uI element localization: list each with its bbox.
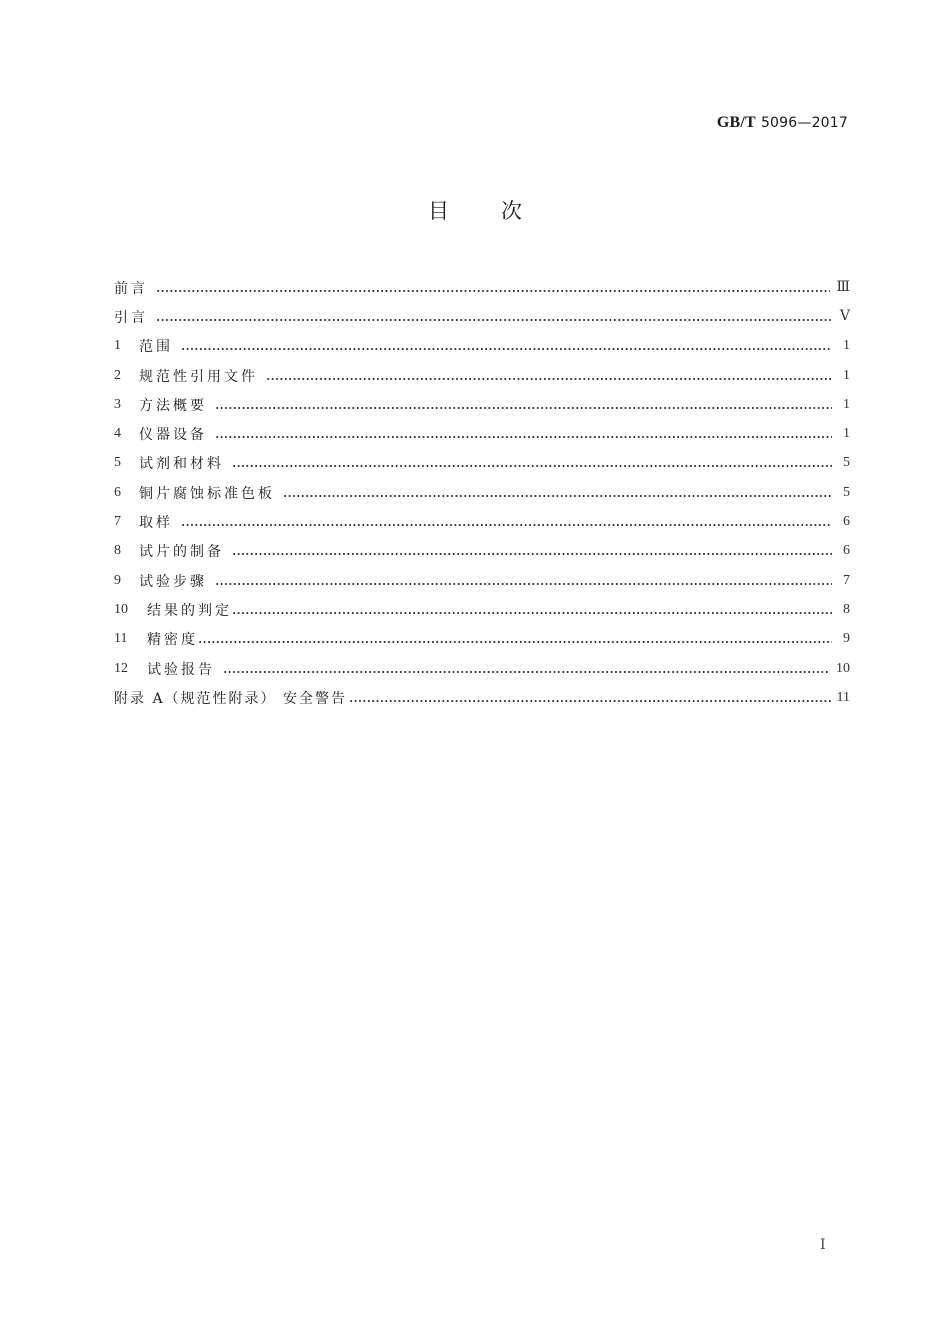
standard-prefix: GB/T — [716, 114, 756, 131]
toc-entry-label: 前言 — [114, 280, 148, 297]
toc-entry-page: 5 — [843, 484, 850, 500]
page-title — [0, 195, 950, 225]
toc-entry-label: 结果的判定 — [147, 602, 232, 619]
toc-entry-page: 7 — [843, 572, 850, 588]
toc-entry-label: 范围 — [139, 339, 173, 356]
toc-entry-page: 11 — [836, 689, 850, 705]
toc-entry-page: Ⅲ — [836, 280, 850, 296]
dot-leader — [232, 603, 832, 617]
toc-entry-number: 6 — [114, 484, 121, 500]
toc-entry-11[interactable] — [114, 625, 850, 654]
dot-leader — [198, 632, 832, 646]
toc-entry-number: 2 — [114, 367, 121, 383]
toc-entry-number: 4 — [114, 426, 121, 442]
toc-entry-1[interactable] — [114, 332, 850, 361]
standard-number: 5096—2017 — [760, 115, 848, 131]
page-number: Ⅰ — [820, 1238, 826, 1253]
toc-entry-5[interactable] — [114, 449, 850, 478]
toc-entry-3[interactable] — [114, 390, 850, 419]
toc-entry-number: 7 — [114, 514, 121, 530]
dot-leader — [156, 310, 832, 324]
toc-entry-page: 1 — [843, 396, 850, 412]
dot-leader — [223, 662, 830, 676]
toc-entry-label: 取样 — [139, 515, 173, 532]
toc-entry-introduction[interactable] — [114, 302, 850, 331]
toc-entry-page: 8 — [843, 601, 850, 617]
toc-entry-9[interactable] — [114, 566, 850, 595]
toc-entry-number: 9 — [114, 572, 121, 588]
toc-entry-page: Ⅴ — [839, 309, 850, 325]
toc-entry-label: 试剂和材料 — [139, 456, 224, 473]
page-title-char-1: 目 — [428, 199, 449, 223]
toc-entry-12[interactable] — [114, 654, 850, 683]
dot-leader — [215, 574, 832, 588]
toc-entry-7[interactable] — [114, 507, 850, 536]
toc-entry-label: 试验报告 — [147, 661, 215, 678]
toc-entry-number: 12 — [114, 660, 128, 676]
toc-entry-10[interactable] — [114, 595, 850, 624]
toc-entry-label: 方法概要 — [139, 397, 207, 414]
toc-entry-label: 精密度 — [147, 632, 198, 649]
dot-leader — [181, 339, 832, 353]
toc-entry-label: 试验步骤 — [139, 573, 207, 590]
toc-entry-number: 1 — [114, 338, 121, 354]
toc-entry-foreword[interactable] — [114, 273, 850, 302]
toc-entry-page: 6 — [843, 543, 850, 559]
toc-entry-page: 1 — [843, 367, 850, 383]
toc-entry-number: 5 — [114, 455, 121, 471]
toc-entry-4[interactable] — [114, 419, 850, 448]
page-title-char-2: 次 — [501, 199, 522, 223]
toc-entry-label: 试片的制备 — [139, 544, 224, 561]
table-of-contents — [114, 273, 850, 712]
dot-leader — [266, 369, 832, 383]
standard-code — [717, 113, 848, 132]
toc-entry-number: 10 — [114, 601, 128, 617]
toc-entry-page: 9 — [843, 631, 850, 647]
dot-leader — [181, 515, 832, 529]
toc-entry-label: 规范性引用文件 — [139, 368, 258, 385]
toc-entry-2[interactable] — [114, 361, 850, 390]
toc-entry-annex-a[interactable] — [114, 683, 850, 712]
toc-entry-page: 5 — [843, 455, 850, 471]
toc-entry-label: 附录 A（规范性附录） 安全警告 — [114, 690, 348, 707]
toc-entry-number: 3 — [114, 396, 121, 412]
toc-entry-number: 11 — [114, 631, 128, 647]
dot-leader — [283, 486, 832, 500]
toc-entry-page: 1 — [843, 338, 850, 354]
toc-entry-number: 8 — [114, 543, 121, 559]
toc-entry-page: 1 — [843, 426, 850, 442]
dot-leader — [349, 691, 831, 705]
toc-entry-label: 铜片腐蚀标准色板 — [139, 485, 275, 502]
toc-entry-8[interactable] — [114, 537, 850, 566]
dot-leader — [156, 281, 830, 295]
dot-leader — [232, 456, 832, 470]
toc-entry-page: 10 — [836, 660, 850, 676]
dot-leader — [215, 427, 832, 441]
dot-leader — [232, 544, 832, 558]
toc-entry-page: 6 — [843, 514, 850, 530]
toc-entry-6[interactable] — [114, 478, 850, 507]
toc-entry-label: 引言 — [114, 309, 148, 326]
toc-entry-label: 仪器设备 — [139, 427, 207, 444]
dot-leader — [215, 398, 832, 412]
